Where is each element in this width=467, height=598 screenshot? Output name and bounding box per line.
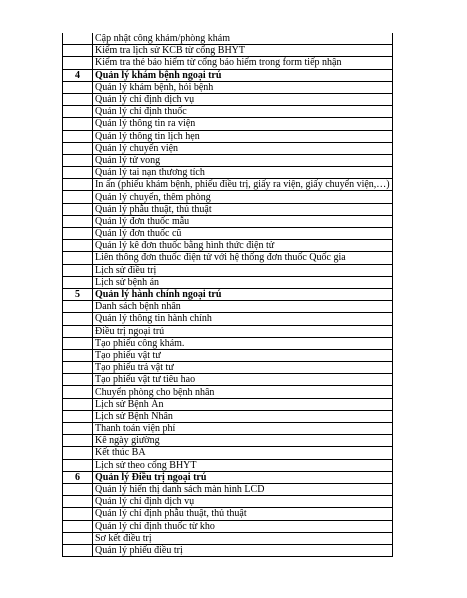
feature-item: Kết thúc BA bbox=[93, 447, 393, 459]
feature-item: Quản lý tai nạn thương tích bbox=[93, 167, 393, 179]
feature-item: Kiểm tra lịch sử KCB từ cổng BHYT bbox=[93, 45, 393, 57]
feature-item: Quản lý khám bệnh, hỏi bệnh bbox=[93, 81, 393, 93]
feature-item: Danh sách bệnh nhân bbox=[93, 301, 393, 313]
row-number bbox=[63, 410, 93, 422]
feature-item: Thanh toán viện phí bbox=[93, 423, 393, 435]
table-row bbox=[63, 325, 393, 337]
feature-item: Quản lý thông tin hành chính bbox=[93, 313, 393, 325]
table-row bbox=[63, 57, 393, 69]
table-row bbox=[63, 130, 393, 142]
row-number bbox=[63, 33, 93, 45]
table-row bbox=[63, 362, 393, 374]
table-row bbox=[63, 118, 393, 130]
table-row bbox=[63, 45, 393, 57]
row-number bbox=[63, 215, 93, 227]
row-number bbox=[63, 203, 93, 215]
row-number bbox=[63, 264, 93, 276]
table-row bbox=[63, 276, 393, 288]
row-number bbox=[63, 374, 93, 386]
feature-item: Quản lý phẫu thuật, thủ thuật bbox=[93, 203, 393, 215]
feature-item: Quản lý thông tin ra viện bbox=[93, 118, 393, 130]
table-row bbox=[63, 106, 393, 118]
row-number bbox=[63, 337, 93, 349]
row-number bbox=[63, 532, 93, 544]
row-number bbox=[63, 349, 93, 361]
feature-item: Liên thông đơn thuốc điện tử với hệ thống đơn thuốc Quốc gia bbox=[93, 252, 393, 264]
table-row bbox=[63, 483, 393, 495]
table-row bbox=[63, 179, 393, 191]
row-number bbox=[63, 435, 93, 447]
table-row bbox=[63, 508, 393, 520]
row-number bbox=[63, 496, 93, 508]
feature-item: Quản lý chỉ định thuốc từ kho bbox=[93, 520, 393, 532]
feature-item: Tạo phiếu vật tư tiêu hao bbox=[93, 374, 393, 386]
table-row bbox=[63, 252, 393, 264]
row-number bbox=[63, 362, 93, 374]
table-row bbox=[63, 154, 393, 166]
row-number bbox=[63, 179, 93, 191]
table-row bbox=[63, 337, 393, 349]
feature-item: Kê ngày giường bbox=[93, 435, 393, 447]
row-number bbox=[63, 93, 93, 105]
feature-item: Quản lý hiển thị danh sách màn hình LCD bbox=[93, 483, 393, 495]
row-number bbox=[63, 544, 93, 556]
feature-item: Tạo phiếu công khám. bbox=[93, 337, 393, 349]
table-row bbox=[63, 410, 393, 422]
table-row bbox=[63, 544, 393, 556]
feature-item: Sơ kết điều trị bbox=[93, 532, 393, 544]
feature-item: Quản lý đơn thuốc cũ bbox=[93, 228, 393, 240]
section-title: Quản lý hành chính ngoại trú bbox=[93, 288, 393, 300]
table-row bbox=[63, 520, 393, 532]
row-number bbox=[63, 423, 93, 435]
row-number bbox=[63, 252, 93, 264]
table-row bbox=[63, 301, 393, 313]
row-number bbox=[63, 508, 93, 520]
row-number bbox=[63, 386, 93, 398]
table-row bbox=[63, 228, 393, 240]
row-number: 5 bbox=[63, 288, 93, 300]
row-number bbox=[63, 142, 93, 154]
feature-item: Quản lý chỉ định dịch vụ bbox=[93, 93, 393, 105]
row-number: 4 bbox=[63, 69, 93, 81]
row-number bbox=[63, 81, 93, 93]
table-row bbox=[63, 142, 393, 154]
feature-item: Cập nhật công khám/phòng khám bbox=[93, 33, 393, 45]
table-row bbox=[63, 496, 393, 508]
row-number bbox=[63, 398, 93, 410]
feature-item: Lịch sử điều trị bbox=[93, 264, 393, 276]
feature-item: Quản lý chỉ định thuốc bbox=[93, 106, 393, 118]
row-number bbox=[63, 228, 93, 240]
table-row bbox=[63, 313, 393, 325]
table-row bbox=[63, 349, 393, 361]
feature-item: Quản lý chuyển, thêm phòng bbox=[93, 191, 393, 203]
feature-item: Lịch sử Bệnh Án bbox=[93, 398, 393, 410]
row-number bbox=[63, 240, 93, 252]
table-row bbox=[63, 386, 393, 398]
section-row bbox=[63, 69, 393, 81]
feature-item: Quản lý chỉ định phẫu thuật, thủ thuật bbox=[93, 508, 393, 520]
feature-item: Quản lý chuyển viện bbox=[93, 142, 393, 154]
feature-item: Quản lý chỉ định dịch vụ bbox=[93, 496, 393, 508]
row-number bbox=[63, 106, 93, 118]
feature-item: Quản lý thông tin lịch hẹn bbox=[93, 130, 393, 142]
table-row bbox=[63, 81, 393, 93]
row-number: 6 bbox=[63, 471, 93, 483]
feature-item: Lịch sử Bệnh Nhân bbox=[93, 410, 393, 422]
table-row bbox=[63, 93, 393, 105]
table-row bbox=[63, 240, 393, 252]
feature-item: Quản lý đơn thuốc mẫu bbox=[93, 215, 393, 227]
feature-item: In ấn (phiếu khám bệnh, phiếu điều trị, giấy ra viện, giấy chuyển viện,…) bbox=[93, 179, 393, 191]
row-number bbox=[63, 167, 93, 179]
table-row bbox=[63, 203, 393, 215]
row-number bbox=[63, 313, 93, 325]
row-number bbox=[63, 154, 93, 166]
feature-item: Điều trị ngoại trú bbox=[93, 325, 393, 337]
feature-item: Quản lý tử vong bbox=[93, 154, 393, 166]
table-row bbox=[63, 532, 393, 544]
feature-table-body bbox=[63, 33, 393, 557]
row-number bbox=[63, 520, 93, 532]
table-row bbox=[63, 423, 393, 435]
row-number bbox=[63, 191, 93, 203]
section-title: Quản lý khám bệnh ngoại trú bbox=[93, 69, 393, 81]
table-row bbox=[63, 33, 393, 45]
table-row bbox=[63, 447, 393, 459]
table-row bbox=[63, 459, 393, 471]
feature-item: Chuyển phòng cho bệnh nhân bbox=[93, 386, 393, 398]
table-row bbox=[63, 191, 393, 203]
section-row bbox=[63, 471, 393, 483]
table-row bbox=[63, 398, 393, 410]
feature-item: Kiểm tra thẻ bảo hiểm từ cổng bảo hiểm trong form tiếp nhận bbox=[93, 57, 393, 69]
row-number bbox=[63, 118, 93, 130]
row-number bbox=[63, 483, 93, 495]
section-title: Quản lý Điều trị ngoại trú bbox=[93, 471, 393, 483]
table-row bbox=[63, 215, 393, 227]
feature-item: Lịch sử theo cổng BHYT bbox=[93, 459, 393, 471]
feature-item: Quản lý kê đơn thuốc bằng hình thức điện tử bbox=[93, 240, 393, 252]
feature-item: Tạo phiếu vật tư bbox=[93, 349, 393, 361]
row-number bbox=[63, 45, 93, 57]
table-row bbox=[63, 435, 393, 447]
table-row bbox=[63, 167, 393, 179]
row-number bbox=[63, 301, 93, 313]
section-row bbox=[63, 288, 393, 300]
row-number bbox=[63, 130, 93, 142]
feature-item: Tạo phiếu trả vật tư bbox=[93, 362, 393, 374]
table-row bbox=[63, 264, 393, 276]
row-number bbox=[63, 447, 93, 459]
feature-item: Quản lý phiếu điều trị bbox=[93, 544, 393, 556]
row-number bbox=[63, 459, 93, 471]
row-number bbox=[63, 325, 93, 337]
row-number bbox=[63, 57, 93, 69]
table-row bbox=[63, 374, 393, 386]
feature-table bbox=[62, 33, 393, 557]
row-number bbox=[63, 276, 93, 288]
feature-item: Lịch sử bệnh án bbox=[93, 276, 393, 288]
